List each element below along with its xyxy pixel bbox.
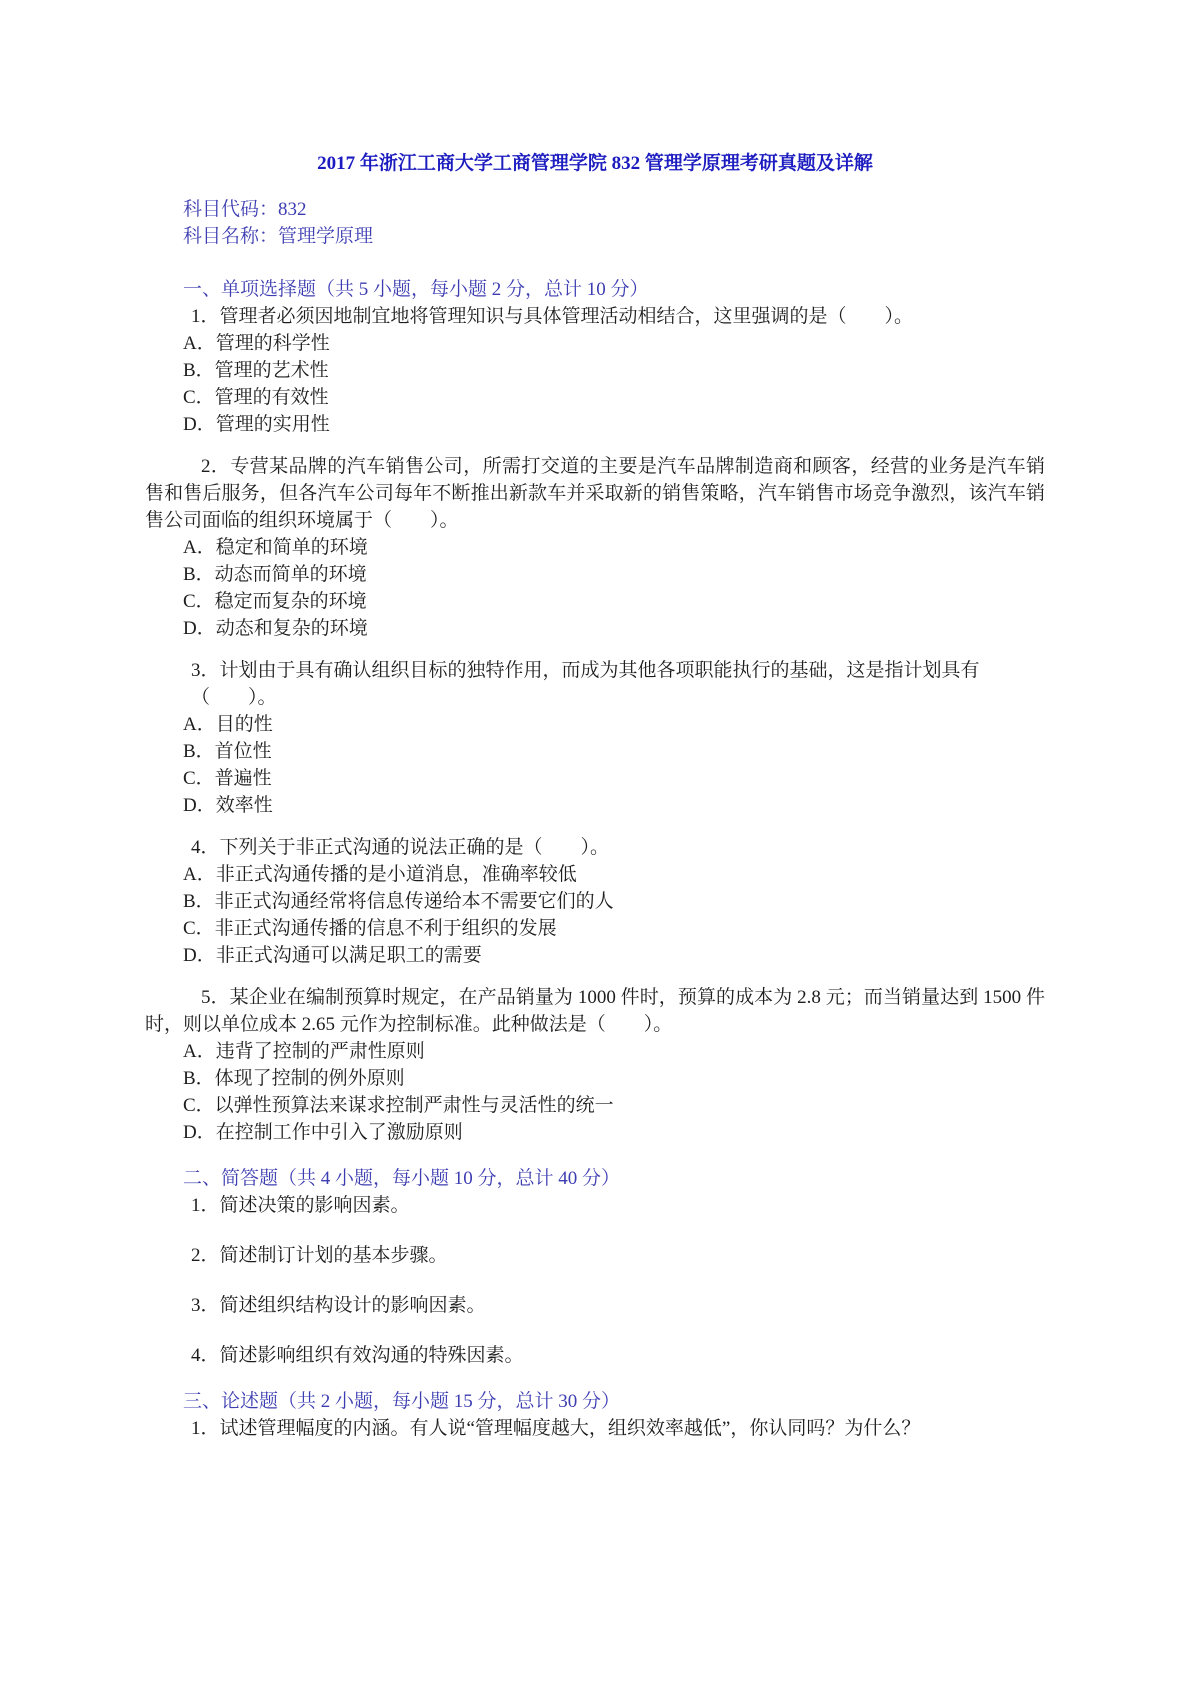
option-item: B．管理的艺术性 [183, 360, 329, 381]
section-short-answer [145, 1165, 1045, 1369]
question-text: 5．某企业在编制预算时规定，在产品销量为 1000 件时，预算的成本为 2.8 元；而当销量达到 1500 件时，则以单位成本 2.65 元作为控制标准。此种做法是（ ）。 [145, 987, 1045, 1035]
question-block [145, 657, 1045, 819]
option-item: C．普遍性 [183, 768, 272, 789]
question-text: 4．下列关于非正式沟通的说法正确的是（ ）。 [191, 837, 610, 858]
question-block [145, 834, 1045, 969]
option-item: A．管理的科学性 [183, 333, 330, 354]
section-heading: 二、简答题（共 4 小题，每小题 10 分，总计 40 分） [183, 1168, 621, 1189]
question-text: 1．管理者必须因地制宜地将管理知识与具体管理活动相结合，这里强调的是（ ）。 [191, 306, 914, 327]
option-item: C．非正式沟通传播的信息不利于组织的发展 [183, 918, 557, 939]
subject-code: 科目代码：832 [183, 199, 307, 220]
document-title: 2017 年浙江工商大学工商管理学院 832 管理学原理考研真题及详解 [317, 153, 873, 174]
option-item: D．效率性 [183, 795, 273, 816]
option-item: D．非正式沟通可以满足职工的需要 [183, 945, 482, 966]
question-text: 2．简述制订计划的基本步骤。 [191, 1245, 448, 1266]
question-text: 3．简述组织结构设计的影响因素。 [191, 1295, 486, 1316]
option-item: B．首位性 [183, 741, 272, 762]
option-item: C．管理的有效性 [183, 387, 329, 408]
section-essay [145, 1388, 1045, 1442]
option-item: A．非正式沟通传播的是小道消息，准确率较低 [183, 864, 577, 885]
question-block [145, 453, 1045, 642]
option-item: B．体现了控制的例外原则 [183, 1068, 405, 1089]
option-item: D．管理的实用性 [183, 414, 330, 435]
section-heading: 一、单项选择题（共 5 小题，每小题 2 分，总计 10 分） [183, 279, 649, 300]
question-text: 4．简述影响组织有效沟通的特殊因素。 [191, 1345, 524, 1366]
option-item: A．稳定和简单的环境 [183, 537, 368, 558]
option-item: A．目的性 [183, 714, 273, 735]
option-item: B．非正式沟通经常将信息传递给本不需要它们的人 [183, 891, 614, 912]
option-item: D．动态和复杂的环境 [183, 618, 368, 639]
option-item: A．违背了控制的严肃性原则 [183, 1041, 425, 1062]
question-block [145, 303, 1045, 438]
question-text: 2．专营某品牌的汽车销售公司，所需打交道的主要是汽车品牌制造商和顾客，经营的业务是汽车销售和售后服务，但各汽车公司每年不断推出新款车并采取新的销售策略，汽车销售市场竞争激烈，该汽车销售公司面临的组织环境属于（ ）。 [145, 456, 1045, 531]
question-block [145, 984, 1045, 1146]
subject-name: 科目名称：管理学原理 [183, 226, 374, 247]
question-text: 3．计划由于具有确认组织目标的独特作用，而成为其他各项职能执行的基础，这是指计划具有（ ）。 [191, 660, 980, 708]
question-text: 1．简述决策的影响因素。 [191, 1195, 410, 1216]
option-item: D．在控制工作中引入了激励原则 [183, 1122, 463, 1143]
section-heading: 三、论述题（共 2 小题，每小题 15 分，总计 30 分） [183, 1391, 621, 1412]
section-multiple-choice [145, 276, 1045, 1146]
option-item: C．稳定而复杂的环境 [183, 591, 367, 612]
question-text: 1．试述管理幅度的内涵。有人说“管理幅度越大，组织效率越低”，你认同吗？为什么？ [191, 1418, 921, 1439]
option-item: C．以弹性预算法来谋求控制严肃性与灵活性的统一 [183, 1095, 614, 1116]
option-item: B．动态而简单的环境 [183, 564, 367, 585]
